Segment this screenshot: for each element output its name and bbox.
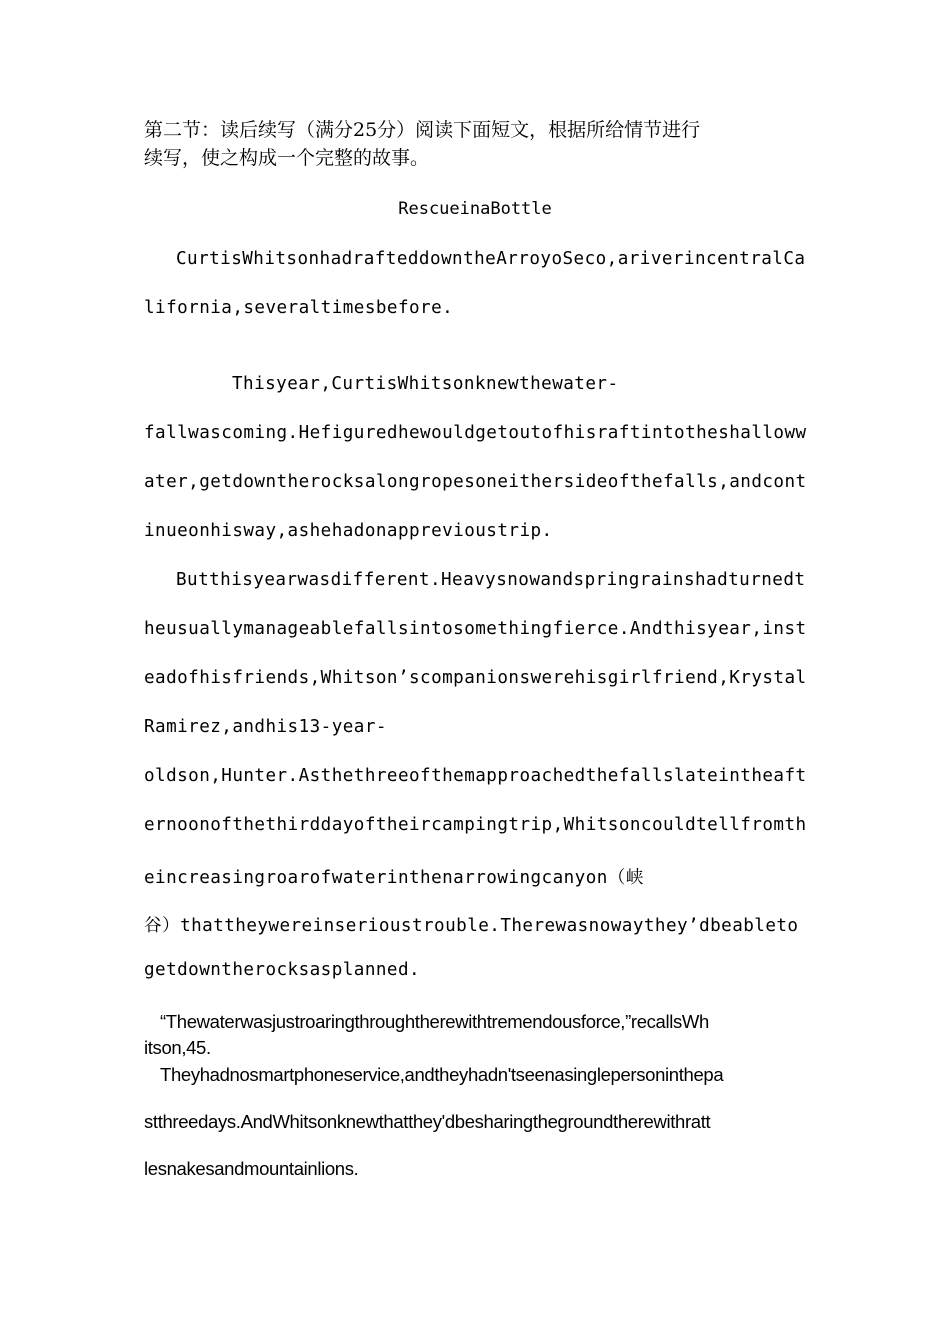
paragraph-3-line-3: eadofhisfriends,Whitson’scompanionswerehisgirlfriend,Krystal	[144, 668, 807, 688]
paragraph-1-line-1: CurtisWhitsonhadrafteddowntheArroyoSeco,ariverincentralCa	[176, 249, 806, 269]
paragraph-2-line-1: Thisyear,CurtisWhitsonknewthewater-	[232, 374, 619, 394]
section-heading-line-1: 第二节：读后续写（满分25分）阅读下面短文，根据所给情节进行	[144, 119, 701, 141]
paragraph-2-line-4: inueonhisway,ashehadonapprevioustrip.	[144, 521, 553, 541]
paragraph-3-line-8: 谷）thattheywereinserioustrouble.Therewasnowaythey’dbeableto	[144, 916, 799, 936]
paragraph-3-line-9: getdowntherocksasplanned.	[144, 960, 421, 980]
paragraph-3-line-5: oldson,Hunter.Asthethreeofthemapproachedthefallslateintheaft	[144, 766, 807, 786]
paragraph-3-line-1: Butthisyearwasdifferent.Heavysnowandspringrainshadturnedt	[176, 570, 806, 590]
paragraph-3-line-7: eincreasingroarofwaterinthenarrowingcanyon（峡	[144, 868, 644, 888]
paragraph-3-line-6: ernoonofthethirddayoftheircampingtrip,Whitsoncouldtellfromth	[144, 815, 807, 835]
story-title: RescueinaBottle	[398, 199, 552, 219]
paragraph-4-line-1: “Thewaterwasjustroaringthroughtherewithtremendousforce,”recallsWh	[160, 1011, 709, 1032]
paragraph-2-line-2: fallwascoming.Hefiguredhewouldgetoutofhisraftintotheshalloww	[144, 423, 807, 443]
section-heading-line-2: 续写，使之构成一个完整的故事。	[144, 147, 430, 169]
paragraph-5-line-1: Theyhadnosmartphoneservice,andtheyhadn'tseenasinglepersoninthepa	[160, 1064, 724, 1085]
paragraph-4-line-2: itson,45.	[144, 1037, 211, 1058]
paragraph-3-line-2: heusuallymanageablefallsintosomethingfierce.Andthisyear,inst	[144, 619, 807, 639]
paragraph-5-line-3: lesnakesandmountainlions.	[144, 1158, 359, 1179]
paragraph-5-line-2: stthreedays.AndWhitsonknewthatthey'dbesharingthegroundtherewithratt	[144, 1111, 711, 1132]
paragraph-3-line-4: Ramirez,andhis13-year-	[144, 717, 387, 737]
paragraph-2-line-3: ater,getdowntherocksalongropesoneithersideofthefalls,andcont	[144, 472, 807, 492]
paragraph-1-line-2: lifornia,severaltimesbefore.	[144, 298, 454, 318]
